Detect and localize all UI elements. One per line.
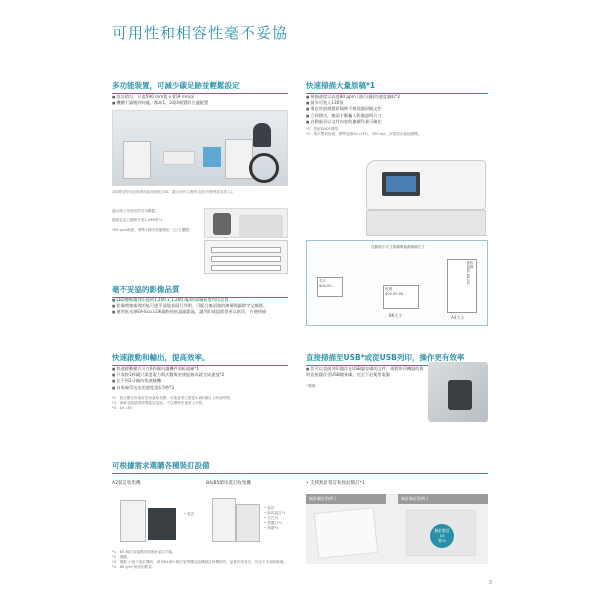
printer-body: [120, 500, 146, 542]
note-line: *3：A4 LEF。: [112, 406, 136, 410]
label-line: • 騎馬裝訂*1: [264, 511, 286, 515]
finisher-a2-image: [114, 494, 180, 544]
staple-free-photo: [306, 494, 488, 564]
tab-left: 無針騎訂的例子: [306, 494, 386, 504]
list-item: ■ 在不到2分鐘內快速睡機: [112, 378, 288, 384]
scan-section-heading: 快速掃描大量原稿*1: [306, 80, 488, 94]
note-line: *2：單次雙面掃描，標準掃描A4 (LEF)，200 dpi，詳情請洽當地總機。: [306, 132, 422, 136]
note-line: *1：搭配DADF機型。: [306, 127, 342, 131]
list-item: ■ 掃描速度以高達80 ppm (面/分鐘)的速度讀取*2: [306, 94, 488, 100]
col1-label: • 裝訂: [184, 512, 195, 516]
boot-notes: [112, 396, 288, 411]
usb-drive-image: [448, 380, 472, 410]
finisher-col1-title: A2裝訂收集機: [112, 481, 141, 486]
size-label-b6: B6大小: [389, 313, 403, 318]
label-line: • 裝訂: [264, 506, 275, 510]
usb-bullets: [306, 366, 426, 378]
quality-section-heading: 毫不妥協的影像品質: [112, 284, 288, 298]
finisher-col2-title: B4/B5騎馬裝訂收集機: [206, 481, 251, 486]
finisher-col3-title: • 支援無針裝訂和無針騎訂*1: [306, 481, 365, 486]
quality-bullets: [112, 297, 288, 316]
receipt-doc: 收據 $00.00.00...: [383, 285, 419, 309]
machine-lower-body: [366, 210, 486, 236]
chair-photo: [204, 208, 288, 238]
list-item: ■ 自動過頁以文件內容的連續作業可確比: [306, 119, 488, 125]
printer-body: [212, 498, 236, 542]
multi-caption: 2組揮室型可取得保尚區再個座式UI，適合所有人操作(包括有特殊需求的人)。: [112, 190, 236, 194]
usb-port-photo: [428, 362, 488, 422]
list-item: ■ 設計精巧，只需590 mm寬 x 659 mm深: [112, 94, 288, 100]
label-line: • 摺疊打*1: [264, 521, 283, 525]
paper-tray-image: [204, 240, 288, 274]
tab-right: 無針騎訂的例子: [398, 494, 488, 504]
office-chair-image: [213, 213, 231, 235]
note-line: *2：選購。: [112, 555, 131, 559]
list-item: ■ 首張複印送出的速度達4.5秒*3: [112, 385, 288, 391]
paper-stack-image: [314, 507, 378, 559]
capacity-text: 總紙容量已擴展升至2,096張*1: [112, 218, 163, 222]
finisher-notes: [112, 550, 302, 570]
desk-image: [163, 151, 195, 165]
multi-bullets: [112, 94, 288, 106]
office-accessibility-photo: [112, 110, 288, 186]
page-number: 3: [488, 580, 492, 586]
business-card-doc: 名片 $00.00...: [317, 277, 343, 297]
tray-drawer: [211, 265, 281, 271]
printer-image-2: [225, 139, 253, 179]
staple-free-badge: 無針裝訂 10 張*2: [430, 524, 454, 548]
finisher-section-heading: 可根據需求選購各種裝訂設備: [112, 460, 488, 474]
list-item: ■ 快速啟動模式可在6秒鐘內讓機件面板就緒*1: [112, 366, 288, 372]
multi-section-heading: 多功能裝置，可減少碳足跡並輕鬆設定: [112, 80, 288, 94]
scan-notes: [306, 127, 488, 137]
person-figure: [253, 123, 271, 147]
tray-drawer: [211, 247, 281, 253]
capacity-note: *80 gsm紙張，標準+擴充紙盤模組（左/右櫃體）: [112, 228, 193, 232]
note-line: *3：僅限 小冊子裝訂機時，使用B4/B5 騎訂裝集機也能機械訂時機的時，更基於兩者各，但並不本相相較範。: [112, 560, 288, 564]
note-line: *2：讀稱並能感測時開電容量地，不以標較快速度上印寫。: [112, 401, 206, 405]
size-label-a4: A4大小: [451, 315, 465, 320]
list-item: ■ 影像增強處理的能可提平清地表現行列明，可配合無須做的漸層與細節字文稱節。: [112, 303, 288, 309]
col2-labels: [264, 506, 286, 531]
list-item: ■ LED繪線讓列印達到1,200 x 1,200 dpi的高解析度列印品質: [112, 297, 288, 303]
chair-image: [203, 147, 221, 167]
screen-display: [386, 176, 416, 192]
page-title: 可用性和相容性毫不妥協: [112, 24, 289, 42]
list-item: ■ 專次於偵測整原稿時不會誤讀原稿文件: [306, 106, 488, 112]
scan-size-diagram: [306, 240, 488, 326]
label-line: • 單摺*3: [264, 526, 279, 530]
list-item: ■ 最多可裝入130張: [306, 100, 488, 106]
list-item: ■ 立即傳送，無須手動輸入影像證明尺寸: [306, 113, 488, 119]
diagram-label: 自動拆小尺寸原稿與偵測原稿尺寸: [371, 245, 425, 249]
chair-text: 適合辦公室使用的共用機器。: [112, 209, 159, 213]
list-item: ■ 您可以直接列印儲存在USB儲存碟的文件，或將影印機器的資料直接儲存至USB隨身碟，完全不必使用電腦: [306, 366, 426, 378]
tray-drawer: [211, 256, 281, 262]
note-line: *1：較正離仗角地度度再還原加開，可能會需已經從4.8秒鐘以上時延時間。: [112, 396, 234, 400]
usb-section-heading: 直接掃描至USB*或從USB列印，操作更有效率: [306, 352, 488, 366]
scanner-machine-image: [352, 150, 488, 236]
cabinet-image: [239, 215, 283, 237]
usb-note: *選購。: [306, 384, 319, 388]
printer-image: [123, 141, 151, 179]
list-item: ■ 運用低光澤EA-Eco LGK碳粉的低溫碳素晶，讓列印或盜版得更以低印，方便掃描: [112, 309, 288, 315]
scan-bullets: [306, 94, 488, 125]
note-line: *4：80 g/m²紙張的數量。: [112, 565, 156, 569]
finisher-unit: [148, 508, 176, 540]
list-item: ■ 機體不論搬到何處，都取1，2或4個置的合適配置: [112, 100, 288, 106]
finisher-b4b5-image: [208, 494, 262, 544]
list-item: ■ 只需按1秒鐘只需度電力與式數與室使能夠為就完成速度*2: [112, 372, 288, 378]
a4-doc: 收據 $0000.00.00...: [447, 259, 477, 313]
finisher-unit: [236, 504, 260, 542]
boot-section-heading: 快速啟動和輸出，提高效率。: [112, 352, 288, 366]
label-line: • 打孔*2: [264, 516, 279, 520]
note-line: *1：B5 騎訂裝頭機具備無針裝訂功能。: [112, 550, 176, 554]
wheelchair-icon: [249, 153, 279, 183]
boot-bullets: [112, 366, 288, 391]
